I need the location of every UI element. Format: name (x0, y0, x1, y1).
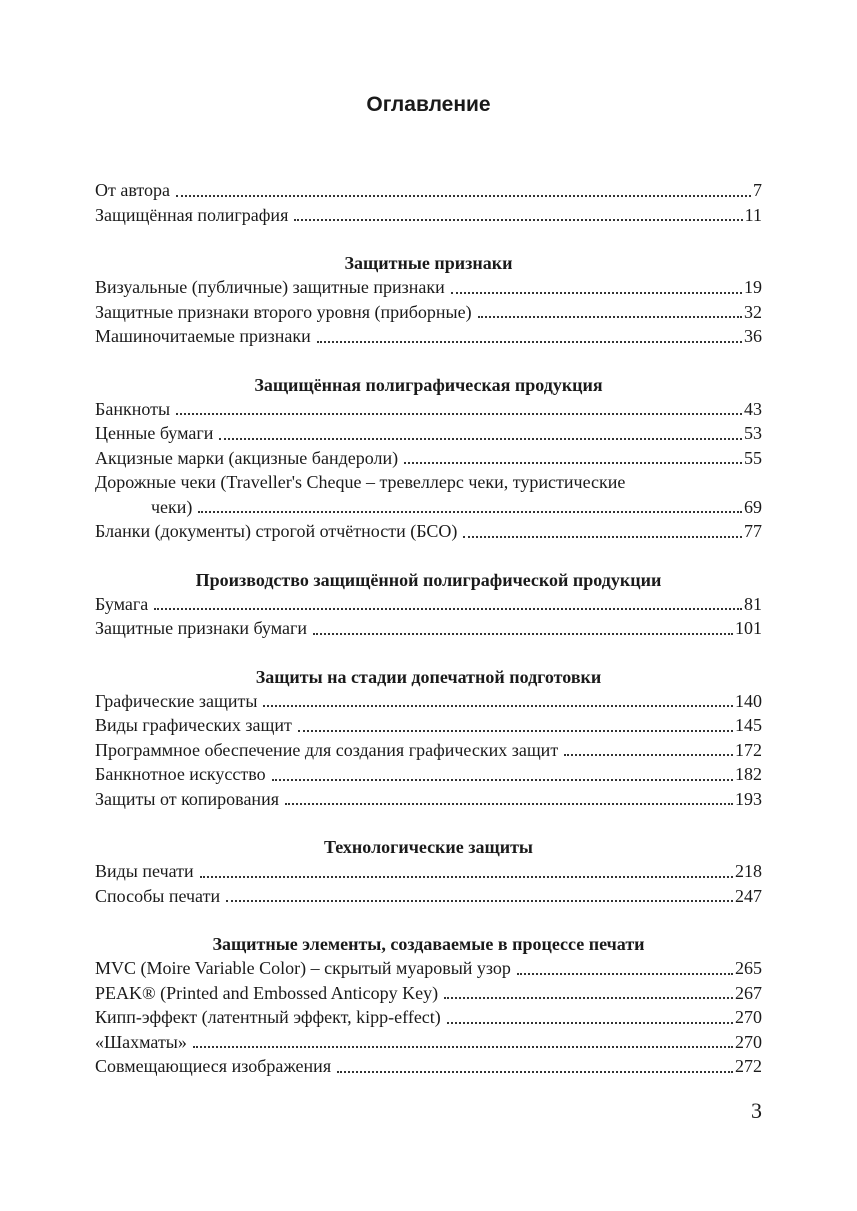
toc-entry-page: 55 (744, 447, 762, 468)
toc-entry-page: 145 (735, 715, 762, 735)
toc-entry-label: Совмещающиеся изображения (95, 1056, 332, 1076)
toc-entry (95, 203, 762, 228)
dot-leader (272, 759, 733, 781)
toc-entry-label: Программное обеспечение для создания графических защит (95, 739, 559, 760)
dot-leader (298, 710, 733, 732)
dot-leader (193, 1026, 733, 1048)
toc-entry-label: Виды графических защит (95, 715, 292, 735)
toc-entry-label: Банкноты (95, 398, 171, 419)
dot-leader (263, 685, 733, 707)
toc-entry-label: От автора (95, 180, 171, 200)
toc-entry-page: 270 (735, 1007, 762, 1027)
toc-entry (95, 324, 762, 349)
toc-entry-label: Визуальные (публичные) защитные признаки (95, 277, 445, 297)
toc-entry-label: Защитные признаки второго уровня (приборные) (95, 301, 472, 322)
dot-leader (447, 1002, 733, 1024)
toc-entry-page: 11 (744, 204, 762, 225)
toc-entry-label: MVC (Moire Variable Color) – скрытый муаровый узор (95, 958, 511, 978)
dot-leader (176, 175, 751, 197)
toc-entry-page: 182 (735, 764, 762, 784)
section-heading: Технологические защиты (323, 837, 533, 857)
dot-leader (219, 418, 742, 440)
toc-entry-label: Способы печати (95, 885, 221, 906)
toc-entry-page: 36 (744, 326, 762, 346)
toc-entry-label: Акцизные марки (акцизные бандероли) (95, 447, 399, 468)
toc-entry-label: чеки) (151, 496, 193, 517)
dot-leader (444, 977, 733, 999)
toc-entry-page: 101 (735, 618, 762, 638)
dot-leader (313, 613, 733, 635)
toc-entry (95, 446, 762, 471)
dot-leader (176, 393, 742, 415)
spacer (95, 641, 762, 665)
toc-entry-label: Защитные признаки бумаги (95, 618, 307, 638)
toc-entry (95, 787, 762, 812)
toc-entry-page: 247 (735, 885, 762, 906)
spacer (95, 349, 762, 373)
dot-leader (337, 1051, 733, 1073)
toc-entry-page: 7 (753, 180, 762, 200)
toc-entry-label: Графические защиты (95, 690, 258, 711)
section-heading: Производство защищённой полиграфической продукции (195, 569, 662, 590)
spacer (95, 544, 762, 568)
section-heading: Защищённая полиграфическая продукция (254, 374, 603, 395)
toc-entry-page: 218 (735, 861, 762, 881)
toc-entry (95, 1054, 762, 1079)
toc-entry-page: 69 (744, 496, 762, 517)
toc-entry-label: Ценные бумаги (95, 423, 214, 443)
toc-entry-page: 267 (735, 982, 762, 1003)
toc-entry-page: 193 (735, 788, 762, 809)
toc-entry-label: Защиты от копирования (95, 788, 279, 809)
dot-leader (564, 734, 733, 756)
dot-leader (463, 516, 742, 538)
toc-entry (95, 616, 762, 641)
toc-entry-label: Банкнотное искусство (95, 764, 266, 784)
toc-entry-label: Бумага (95, 593, 149, 614)
spacer (95, 908, 762, 932)
toc-entry (95, 519, 762, 544)
toc-entry (95, 884, 762, 909)
dot-leader (404, 442, 742, 464)
toc-entry-page: 32 (744, 301, 762, 322)
toc-entry-page: 172 (735, 739, 762, 760)
section-heading: Защиты на стадии допечатной подготовки (255, 666, 602, 687)
section-heading: Защитные признаки (344, 253, 513, 273)
dot-leader (154, 588, 742, 610)
dot-leader (478, 296, 742, 318)
toc-entry-label-first-line: Дорожные чеки (Traveller's Cheque – тревеллерс чеки, туристические (95, 472, 626, 492)
toc-entry-page: 81 (744, 593, 762, 614)
toc-entry-page: 140 (735, 690, 762, 711)
spacer (95, 811, 762, 835)
toc-entry-page: 77 (744, 521, 762, 541)
dot-leader (200, 856, 733, 878)
toc-entry-page: 19 (744, 277, 762, 297)
dot-leader (226, 880, 733, 902)
dot-leader (451, 272, 742, 294)
dot-leader (285, 783, 733, 805)
toc-entry-page: 270 (735, 1031, 762, 1052)
spacer (95, 227, 762, 251)
section-heading: Защитные элементы, создаваемые в процессе печати (212, 934, 645, 954)
toc-entry-label: Бланки (документы) строгой отчётности (БСО) (95, 521, 458, 541)
toc-entry-label: «Шахматы» (95, 1031, 187, 1052)
toc-entry-page: 53 (744, 423, 762, 443)
toc-entry-page: 43 (744, 398, 762, 419)
toc-page (95, 88, 762, 1079)
toc-entry-label: Виды печати (95, 861, 194, 881)
toc-entry-page: 265 (735, 958, 762, 978)
dot-leader (198, 491, 742, 513)
toc-entry-page: 272 (735, 1056, 762, 1076)
dot-leader (294, 199, 742, 221)
dot-leader (517, 953, 733, 975)
toc-entry-label: Защищённая полиграфия (95, 204, 289, 225)
page-number: 3 (751, 1098, 762, 1123)
page-title: Оглавление (366, 93, 491, 116)
toc-entry-label: Машиночитаемые признаки (95, 326, 311, 346)
dot-leader (317, 321, 742, 343)
toc-entry-label: PEAK® (Printed and Embossed Anticopy Key) (95, 982, 439, 1003)
toc-entry-label: Кипп-эффект (латентный эффект, kipp-effect) (95, 1007, 441, 1027)
